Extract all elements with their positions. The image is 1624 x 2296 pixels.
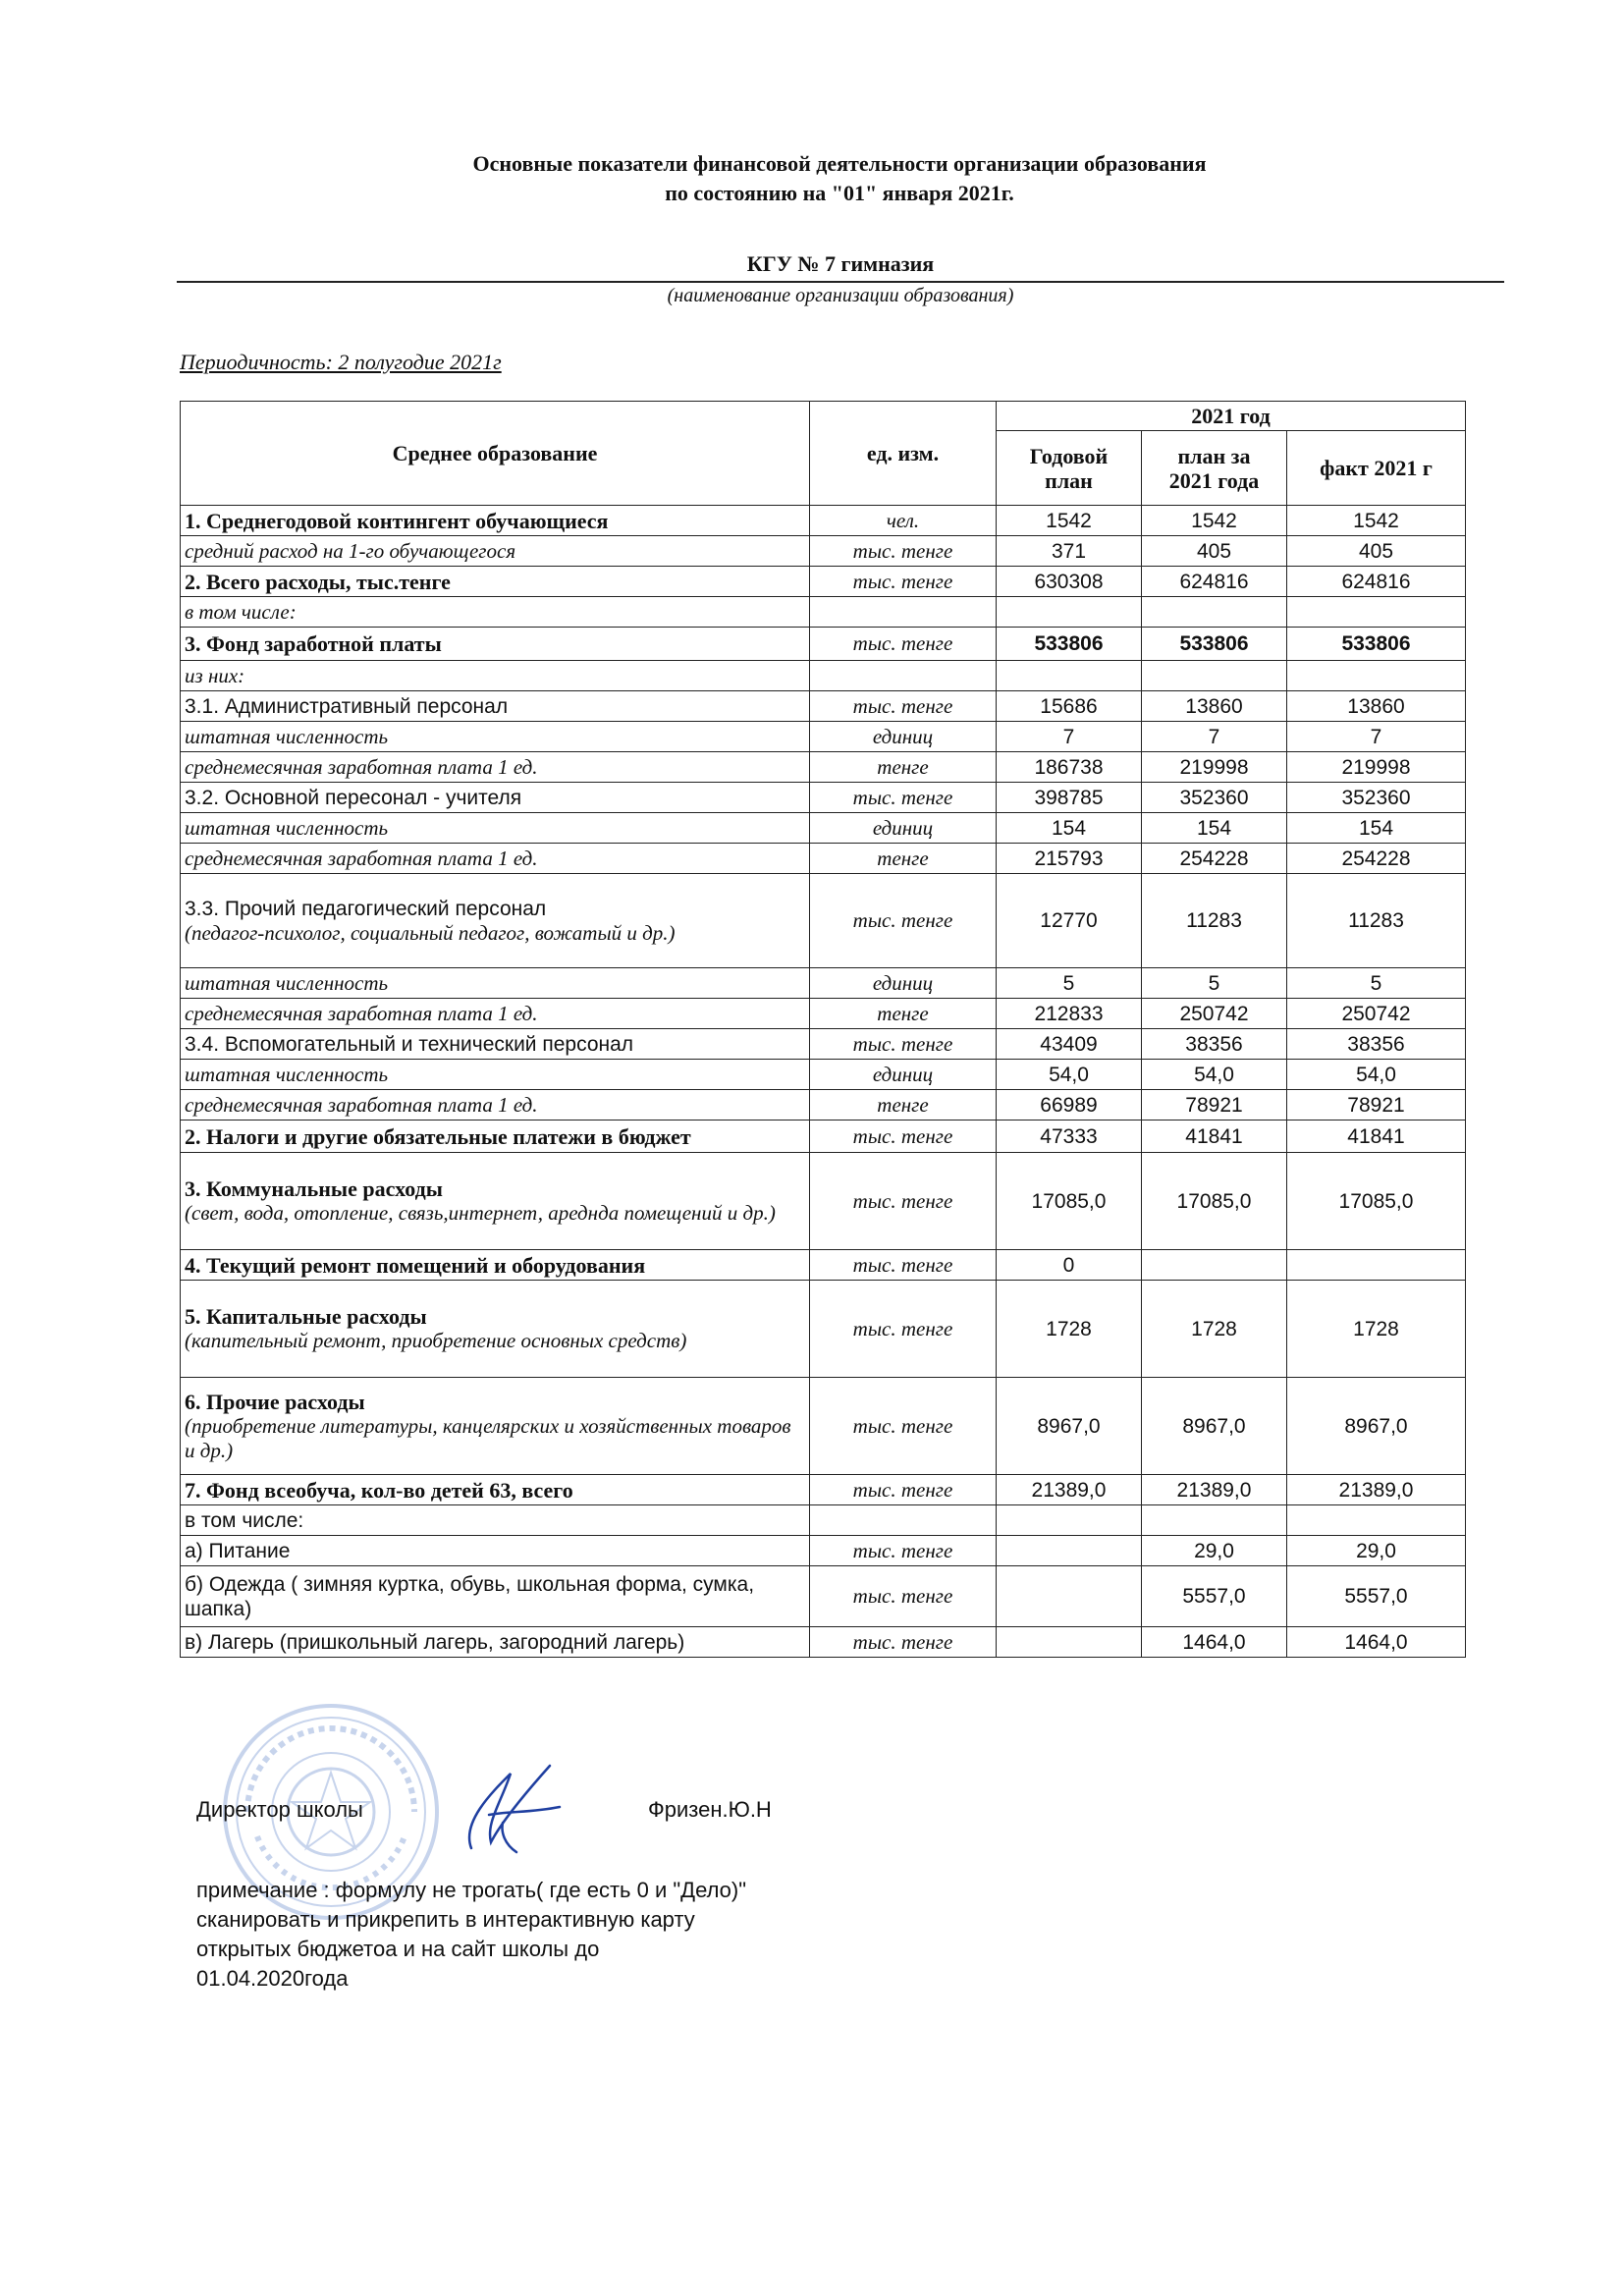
row-unit: тенге bbox=[810, 844, 997, 874]
row-name-sub: (свет, вода, отопление, связь,интернет, аредндa помещений и др.) bbox=[185, 1201, 776, 1225]
table-row bbox=[181, 1566, 1466, 1627]
header-annual-line-2: план bbox=[1045, 467, 1093, 493]
row-fact: 1464,0 bbox=[1287, 1627, 1466, 1658]
row-name-main: 3.3. Прочий педагогический персонал bbox=[185, 897, 547, 920]
table-row bbox=[181, 567, 1466, 597]
row-annual-plan: 5 bbox=[997, 968, 1142, 999]
table-row bbox=[181, 1029, 1466, 1060]
row-unit: единиц bbox=[810, 722, 997, 752]
row-annual-plan: 8967,0 bbox=[997, 1378, 1142, 1475]
row-name: 2. Всего расходы, тыс.тенге bbox=[181, 567, 810, 597]
table-row bbox=[181, 874, 1466, 968]
row-fact: 533806 bbox=[1287, 628, 1466, 661]
row-plan: 11283 bbox=[1142, 874, 1287, 968]
row-annual-plan: 215793 bbox=[997, 844, 1142, 874]
row-fact: 352360 bbox=[1287, 783, 1466, 813]
row-annual-plan: 154 bbox=[997, 813, 1142, 844]
row-fact: 29,0 bbox=[1287, 1536, 1466, 1566]
row-unit: тыс. тенге bbox=[810, 536, 997, 567]
header-year-group: 2021 год bbox=[997, 402, 1466, 431]
row-name-main: 6. Прочие расходы bbox=[185, 1389, 365, 1414]
row-fact: 38356 bbox=[1287, 1029, 1466, 1060]
row-name bbox=[181, 1153, 810, 1250]
financial-indicators-table bbox=[180, 401, 1466, 1658]
row-name: 4. Текущий ремонт помещений и оборудования bbox=[181, 1250, 810, 1281]
table-row bbox=[181, 722, 1466, 752]
row-name bbox=[181, 874, 810, 968]
table-row bbox=[181, 1627, 1466, 1658]
table-row bbox=[181, 968, 1466, 999]
table-row bbox=[181, 1121, 1466, 1153]
row-plan: 154 bbox=[1142, 813, 1287, 844]
row-fact: 8967,0 bbox=[1287, 1378, 1466, 1475]
row-name: 1. Среднегодовой контингент обучающиеся bbox=[181, 506, 810, 536]
row-plan: 78921 bbox=[1142, 1090, 1287, 1121]
note-line-4: 01.04.2020года bbox=[196, 1966, 349, 1991]
row-plan: 21389,0 bbox=[1142, 1475, 1287, 1505]
row-unit: тыс. тенге bbox=[810, 1153, 997, 1250]
row-annual-plan: 630308 bbox=[997, 567, 1142, 597]
row-annual-plan: 17085,0 bbox=[997, 1153, 1142, 1250]
row-name: среднемесячная заработная плата 1 ед. bbox=[181, 752, 810, 783]
row-annual-plan: 15686 bbox=[997, 691, 1142, 722]
row-plan: 219998 bbox=[1142, 752, 1287, 783]
row-name: 3.4. Вспомогательный и технический персонал bbox=[181, 1029, 810, 1060]
row-fact bbox=[1287, 597, 1466, 628]
row-annual-plan: 1728 bbox=[997, 1281, 1142, 1378]
row-plan bbox=[1142, 1505, 1287, 1536]
row-plan: 1464,0 bbox=[1142, 1627, 1287, 1658]
row-annual-plan: 66989 bbox=[997, 1090, 1142, 1121]
row-name: в том числе: bbox=[181, 1505, 810, 1536]
row-annual-plan: 21389,0 bbox=[997, 1475, 1142, 1505]
row-plan: 1542 bbox=[1142, 506, 1287, 536]
title-line-2: по состоянию на "01" января 2021г. bbox=[665, 181, 1014, 205]
row-fact bbox=[1287, 661, 1466, 691]
table-row bbox=[181, 752, 1466, 783]
row-unit: единиц bbox=[810, 968, 997, 999]
row-name: среднемесячная заработная плата 1 ед. bbox=[181, 844, 810, 874]
row-unit: тыс. тенге bbox=[810, 628, 997, 661]
row-unit bbox=[810, 661, 997, 691]
row-fact: 624816 bbox=[1287, 567, 1466, 597]
row-annual-plan: 12770 bbox=[997, 874, 1142, 968]
row-annual-plan: 1542 bbox=[997, 506, 1142, 536]
row-name: в) Лагерь (пришкольный лагерь, загородний лагерь) bbox=[181, 1627, 810, 1658]
row-unit: тыс. тенге bbox=[810, 783, 997, 813]
row-plan: 624816 bbox=[1142, 567, 1287, 597]
row-name bbox=[181, 1378, 810, 1475]
table-row bbox=[181, 661, 1466, 691]
row-unit: тенге bbox=[810, 999, 997, 1029]
row-annual-plan: 7 bbox=[997, 722, 1142, 752]
header-name: Среднее образование bbox=[181, 402, 810, 506]
note-line-3: открытых бюджетоа и на сайт школы до bbox=[196, 1937, 600, 1961]
row-name bbox=[181, 1281, 810, 1378]
row-name: 7. Фонд всеобуча, кол-во детей 63, всего bbox=[181, 1475, 810, 1505]
row-plan: 352360 bbox=[1142, 783, 1287, 813]
row-fact: 1728 bbox=[1287, 1281, 1466, 1378]
row-plan: 5557,0 bbox=[1142, 1566, 1287, 1627]
row-fact: 1542 bbox=[1287, 506, 1466, 536]
periodicity-label: Периодичность: 2 полугодие 2021г bbox=[180, 350, 502, 374]
header-annual-line-1: Годовой bbox=[1029, 443, 1109, 468]
row-annual-plan bbox=[997, 597, 1142, 628]
row-annual-plan: 43409 bbox=[997, 1029, 1142, 1060]
row-unit: чел. bbox=[810, 506, 997, 536]
row-name: среднемесячная заработная плата 1 ед. bbox=[181, 999, 810, 1029]
row-name: средний расход на 1-го обучающегося bbox=[181, 536, 810, 567]
row-unit: тыс. тенге bbox=[810, 1627, 997, 1658]
row-fact: 5557,0 bbox=[1287, 1566, 1466, 1627]
note-line-2: сканировать и прикрепить в интерактивную карту bbox=[196, 1907, 695, 1932]
table-row bbox=[181, 597, 1466, 628]
table-row bbox=[181, 506, 1466, 536]
table-row bbox=[181, 1475, 1466, 1505]
row-annual-plan: 0 bbox=[997, 1250, 1142, 1281]
row-name: штатная численность bbox=[181, 1060, 810, 1090]
table-row bbox=[181, 813, 1466, 844]
row-name: 3.2. Основной пересонал - учителя bbox=[181, 783, 810, 813]
row-name-sub: (приобретение литературы, канцелярских и хозяйственных товаров и др.) bbox=[185, 1413, 791, 1462]
row-plan: 7 bbox=[1142, 722, 1287, 752]
row-plan: 1728 bbox=[1142, 1281, 1287, 1378]
organization-name: КГУ № 7 гимназия bbox=[177, 251, 1504, 283]
note-line-1: примечание : формулу не трогать( где есть 0 и "Дело)" bbox=[196, 1878, 747, 1902]
row-unit: тыс. тенге bbox=[810, 1121, 997, 1153]
row-plan: 29,0 bbox=[1142, 1536, 1287, 1566]
row-name: 3.1. Административный персонал bbox=[181, 691, 810, 722]
handwritten-signature-icon bbox=[432, 1754, 569, 1862]
row-annual-plan bbox=[997, 1627, 1142, 1658]
note-block bbox=[196, 1876, 884, 1994]
row-unit: тыс. тенге bbox=[810, 1475, 997, 1505]
row-annual-plan: 212833 bbox=[997, 999, 1142, 1029]
row-plan: 17085,0 bbox=[1142, 1153, 1287, 1250]
row-fact: 154 bbox=[1287, 813, 1466, 844]
table-row bbox=[181, 1060, 1466, 1090]
row-unit: тыс. тенге bbox=[810, 1281, 997, 1378]
row-name: штатная численность bbox=[181, 813, 810, 844]
row-plan bbox=[1142, 597, 1287, 628]
row-name: штатная численность bbox=[181, 968, 810, 999]
row-plan: 8967,0 bbox=[1142, 1378, 1287, 1475]
table-row bbox=[181, 536, 1466, 567]
header-plan-line-1: план за bbox=[1177, 443, 1251, 468]
row-fact: 7 bbox=[1287, 722, 1466, 752]
table-row bbox=[181, 1505, 1466, 1536]
row-unit: тыс. тенге bbox=[810, 691, 997, 722]
table-row bbox=[181, 1153, 1466, 1250]
row-unit: единиц bbox=[810, 813, 997, 844]
row-name-sub: (педагог-психолог, социальный педагог, вожатый и др.) bbox=[185, 920, 676, 945]
row-annual-plan: 371 bbox=[997, 536, 1142, 567]
header-plan-line-2: 2021 года bbox=[1168, 467, 1260, 493]
row-unit: тыс. тенге bbox=[810, 1029, 997, 1060]
row-fact: 11283 bbox=[1287, 874, 1466, 968]
signature-block bbox=[196, 1783, 884, 1872]
table-row bbox=[181, 628, 1466, 661]
row-plan: 405 bbox=[1142, 536, 1287, 567]
row-annual-plan: 186738 bbox=[997, 752, 1142, 783]
table-row bbox=[181, 783, 1466, 813]
row-unit bbox=[810, 597, 997, 628]
row-fact: 254228 bbox=[1287, 844, 1466, 874]
table-row bbox=[181, 1281, 1466, 1378]
row-annual-plan: 54,0 bbox=[997, 1060, 1142, 1090]
header-plan bbox=[1142, 431, 1287, 506]
table-row bbox=[181, 844, 1466, 874]
row-plan: 13860 bbox=[1142, 691, 1287, 722]
row-annual-plan bbox=[997, 1536, 1142, 1566]
row-fact: 13860 bbox=[1287, 691, 1466, 722]
row-plan: 254228 bbox=[1142, 844, 1287, 874]
table-row bbox=[181, 1250, 1466, 1281]
row-unit: тыс. тенге bbox=[810, 874, 997, 968]
row-plan: 533806 bbox=[1142, 628, 1287, 661]
row-name: в том числе: bbox=[181, 597, 810, 628]
table-row bbox=[181, 1090, 1466, 1121]
row-name: штатная численность bbox=[181, 722, 810, 752]
row-name: а) Питание bbox=[181, 1536, 810, 1566]
row-name: 2. Налоги и другие обязательные платежи в бюджет bbox=[181, 1121, 810, 1153]
row-unit: тенге bbox=[810, 752, 997, 783]
row-fact: 21389,0 bbox=[1287, 1475, 1466, 1505]
row-fact: 250742 bbox=[1287, 999, 1466, 1029]
row-unit: тыс. тенге bbox=[810, 567, 997, 597]
row-fact: 54,0 bbox=[1287, 1060, 1466, 1090]
row-annual-plan: 398785 bbox=[997, 783, 1142, 813]
row-fact: 41841 bbox=[1287, 1121, 1466, 1153]
row-unit bbox=[810, 1505, 997, 1536]
row-unit: тыс. тенге bbox=[810, 1250, 997, 1281]
row-plan: 250742 bbox=[1142, 999, 1287, 1029]
table-row bbox=[181, 1536, 1466, 1566]
row-unit: тыс. тенге bbox=[810, 1566, 997, 1627]
row-annual-plan bbox=[997, 1505, 1142, 1536]
row-name: среднемесячная заработная плата 1 ед. bbox=[181, 1090, 810, 1121]
signature-role: Директор школы bbox=[196, 1797, 363, 1822]
row-fact: 219998 bbox=[1287, 752, 1466, 783]
row-plan bbox=[1142, 1250, 1287, 1281]
table-row bbox=[181, 1378, 1466, 1475]
row-unit: единиц bbox=[810, 1060, 997, 1090]
row-unit: тыс. тенге bbox=[810, 1536, 997, 1566]
row-annual-plan: 533806 bbox=[997, 628, 1142, 661]
row-unit: тыс. тенге bbox=[810, 1378, 997, 1475]
header-annual-plan bbox=[997, 431, 1142, 506]
row-unit: тенге bbox=[810, 1090, 997, 1121]
table-row bbox=[181, 691, 1466, 722]
row-annual-plan bbox=[997, 1566, 1142, 1627]
document-title bbox=[324, 149, 1355, 208]
row-plan bbox=[1142, 661, 1287, 691]
row-name-sub: (капительный ремонт, приобретение основных средств) bbox=[185, 1329, 687, 1352]
row-fact bbox=[1287, 1250, 1466, 1281]
row-name: 3. Фонд заработной платы bbox=[181, 628, 810, 661]
row-plan: 41841 bbox=[1142, 1121, 1287, 1153]
row-fact: 17085,0 bbox=[1287, 1153, 1466, 1250]
row-fact: 405 bbox=[1287, 536, 1466, 567]
row-annual-plan: 47333 bbox=[997, 1121, 1142, 1153]
row-fact: 78921 bbox=[1287, 1090, 1466, 1121]
header-fact: факт 2021 г bbox=[1287, 431, 1466, 506]
row-name-main: 3. Коммунальные расходы bbox=[185, 1176, 443, 1201]
title-line-1: Основные показатели финансовой деятельности организации образования bbox=[472, 151, 1207, 176]
row-name: б) Одежда ( зимняя куртка, обувь, школьная форма, сумка, шапка) bbox=[181, 1566, 810, 1627]
row-name-main: 5. Капитальные расходы bbox=[185, 1304, 427, 1329]
row-plan: 54,0 bbox=[1142, 1060, 1287, 1090]
organization-caption: (наименование организации образования) bbox=[667, 285, 1014, 306]
row-plan: 5 bbox=[1142, 968, 1287, 999]
header-unit: ед. изм. bbox=[810, 402, 997, 506]
row-plan: 38356 bbox=[1142, 1029, 1287, 1060]
table-row bbox=[181, 999, 1466, 1029]
row-name: из них: bbox=[181, 661, 810, 691]
row-fact bbox=[1287, 1505, 1466, 1536]
row-fact: 5 bbox=[1287, 968, 1466, 999]
signature-name: Фризен.Ю.Н bbox=[648, 1797, 772, 1822]
row-annual-plan bbox=[997, 661, 1142, 691]
